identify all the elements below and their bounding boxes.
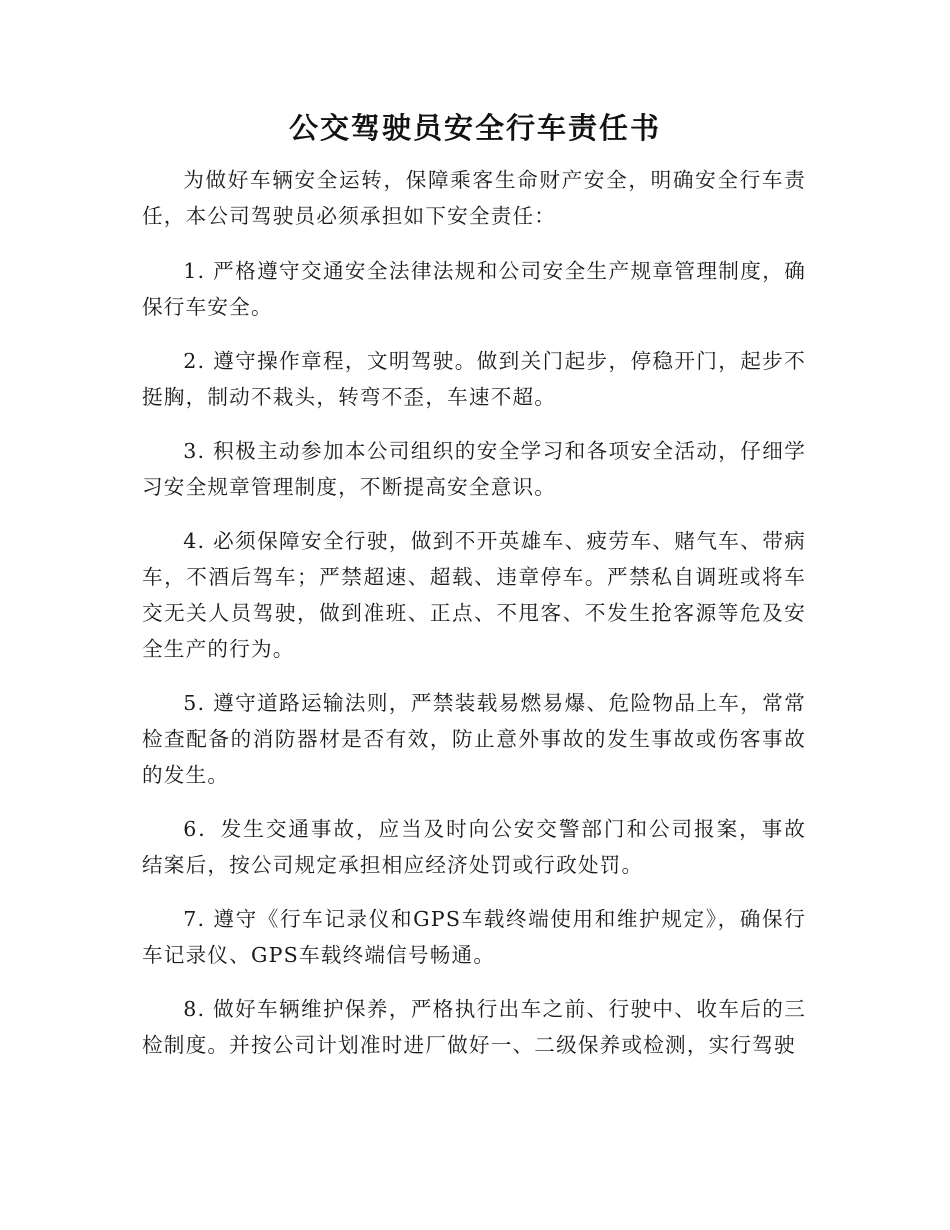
document-title: 公交驾驶员安全行车责任书 <box>288 111 661 145</box>
clause-2: 2. 遵守操作章程，文明驾驶。做到关门起步，停稳开门，起步不挺胸，制动不栽头，转弯不歪，车速不超。 <box>142 349 806 409</box>
clause-7: 7. 遵守《行车记录仪和GPS车载终端使用和维护规定》，确保行车记录仪、GPS车载终端信号畅通。 <box>142 907 806 967</box>
document-body <box>142 162 806 1081</box>
clause-1: 1. 严格遵守交通安全法律法规和公司安全生产规章管理制度，确保行车安全。 <box>142 259 806 319</box>
clause-3: 3. 积极主动参加本公司组织的安全学习和各项安全活动，仔细学习安全规章管理制度，不断提高安全意识。 <box>142 439 806 499</box>
clause-5: 5. 遵守道路运输法则，严禁装载易燃易爆、危险物品上车，常常检查配备的消防器材是否有效，防止意外事故的发生事故或伤客事故的发生。 <box>142 691 806 787</box>
clause-4: 4. 必须保障安全行驶，做到不开英雄车、疲劳车、赌气车、带病车，不酒后驾车；严禁超速、超载、违章停车。严禁私自调班或将车交无关人员驾驶，做到准班、正点、不甩客、不发生抢客源等危及安全生产的行为。 <box>142 529 806 661</box>
intro-paragraph: 为做好车辆安全运转，保障乘客生命财产安全，明确安全行车责任，本公司驾驶员必须承担如下安全责任： <box>142 168 806 228</box>
clause-6: 6．发生交通事故，应当及时向公安交警部门和公司报案，事故结案后，按公司规定承担相应经济处罚或行政处罚。 <box>142 817 806 877</box>
clause-8: 8. 做好车辆维护保养，严格执行出车之前、行驶中、收车后的三检制度。并按公司计划准时进厂做好一、二级保养或检测，实行驾驶 <box>142 997 806 1057</box>
